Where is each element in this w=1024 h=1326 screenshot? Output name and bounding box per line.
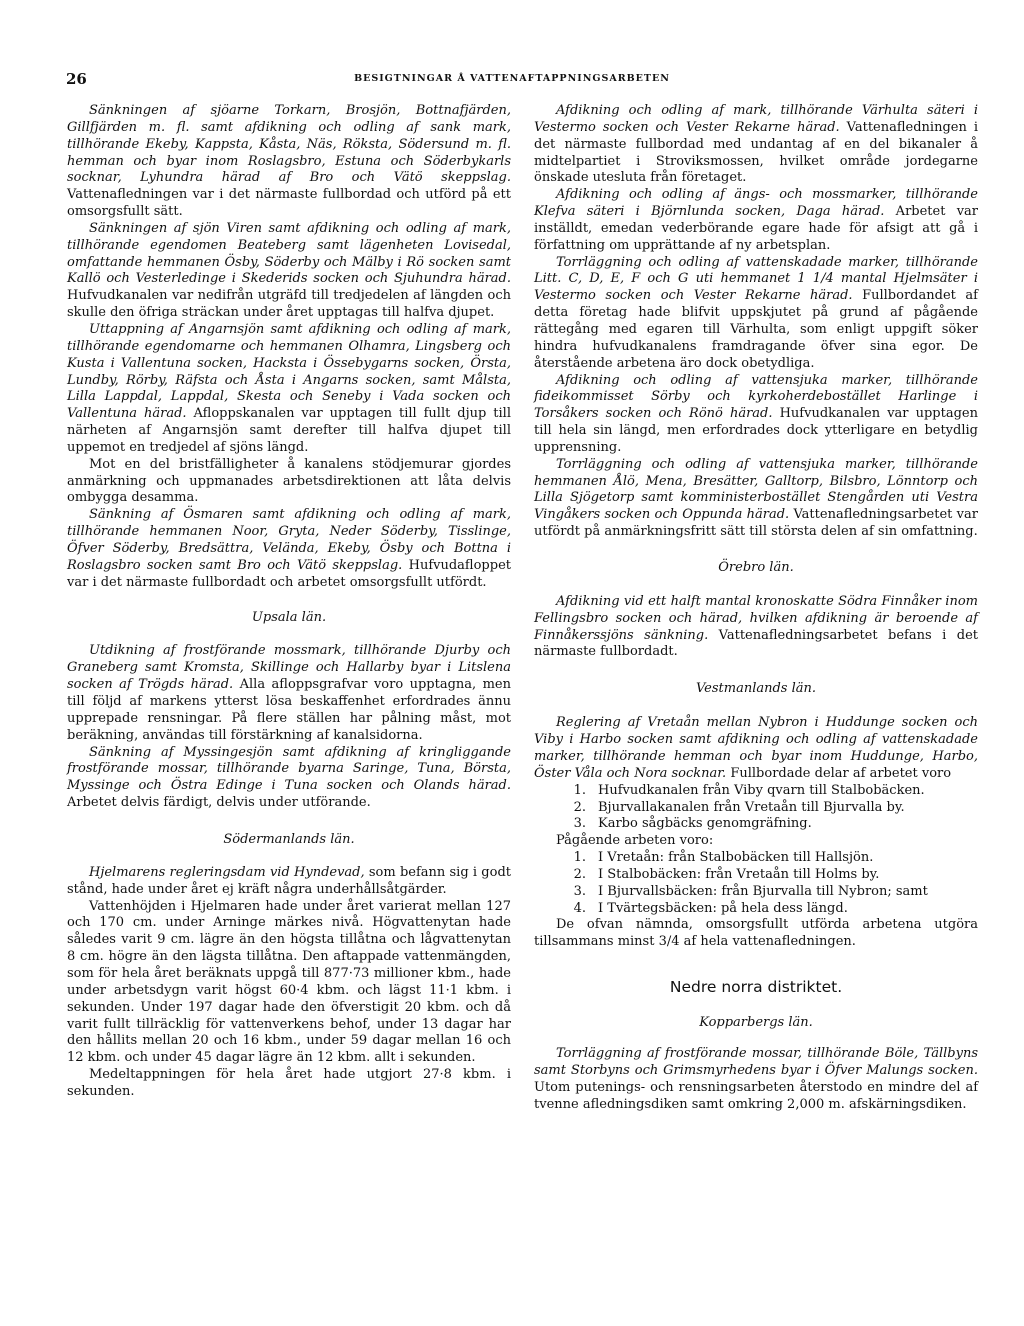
page-header bbox=[66, 70, 958, 90]
list-text: Bjurvallakanalen från Vretaån till Bjurvalla by. bbox=[598, 799, 905, 815]
paragraph bbox=[67, 643, 511, 744]
list-text: Hufvudkanalen från Viby qvarn till Stalbobäcken. bbox=[598, 782, 925, 798]
section-heading-orebro: Örebro län. bbox=[718, 559, 794, 575]
paragraph-text: Hufvudkanalen var nedifrån utgräfd till tredjedelen af längden och skulle den öfriga sträckan under året upptagas till halfva djupet. bbox=[67, 288, 511, 321]
paragraph-text: Vattenafledningen i det närmaste fullbordad med undantag af en del bikanaler å midtelpartiet i Stroviksmossen, hvilket område jordegarne önskade utesluta från företaget. bbox=[534, 119, 978, 186]
ongoing-works-list bbox=[534, 850, 978, 917]
paragraph: De ofvan nämnda, omsorgsfullt utförda arbetena utgöra tillsammans minst 3/4 af hela vattenafledningen. bbox=[534, 917, 978, 950]
paragraph bbox=[67, 507, 511, 591]
list-item bbox=[534, 850, 978, 867]
section-heading-upsala: Upsala län. bbox=[251, 610, 327, 626]
italic-lead: Sänkning af Myssingesjön samt afdikning af kringliggande frostförande mossar, tillhörande byarna Saringe, Tuna, Börsta, Myssinge och Östra Edinge i Tuna socken och Olands härad. bbox=[67, 744, 511, 794]
paragraph bbox=[534, 103, 978, 187]
running-title: BESIGTNINGAR Å VATTENAFTAPPNINGSARBETEN bbox=[354, 73, 670, 84]
paragraph bbox=[534, 1046, 978, 1113]
paragraph-text: Fullbordade delar af arbetet voro bbox=[726, 765, 952, 781]
list-text: I Vretaån: från Stalbobäcken till Hallsjön. bbox=[598, 850, 874, 866]
italic-lead: Sänkning af Ösmaren samt afdikning och odling af mark, tillhörande hemmanen Noor, Gryta, Neder Söderby, Tisslinge, Öfver Söderby, Bredsättra, Velända, Ekeby, Ösby och Bottna i Roslagsbro socken samt Bro och Vätö skeppslag. bbox=[67, 507, 511, 573]
list-number: 3. bbox=[573, 816, 586, 832]
paragraph-text: Vattenafledningsarbetet var utfördt på anmärkningsfritt sätt till största delen af sin omfattning. bbox=[534, 507, 978, 540]
paragraph bbox=[534, 373, 978, 457]
italic-lead: Sänkningen af sjön Viren samt afdikning och odling af mark, tillhörande egendomen Beateberg samt lägenheten Lovisedal, omfattande hemmanen Ösby, Söderby och Mälby i Rö socken samt Kallö och Vesterledinge i Skederids socken och Sjuhundra härad. bbox=[67, 220, 511, 287]
list-item bbox=[534, 884, 978, 901]
list-text: I Tvärtegsbäcken: på hela dess längd. bbox=[598, 900, 848, 916]
paragraph bbox=[534, 457, 978, 541]
italic-lead: Reglering af Vretaån mellan Nybron i Huddunge socken och Viby i Harbo socken samt afdikning och odling af vattenskadade marker, tillhörande hemman och byar inom Huddunge, Harbo, Öster Våla och Nora socknar. bbox=[534, 715, 978, 781]
list-number: 2. bbox=[573, 866, 586, 882]
paragraph bbox=[67, 221, 511, 322]
paragraph bbox=[67, 865, 511, 899]
paragraph: Pågående arbeten voro: bbox=[556, 833, 714, 849]
paragraph-text: Hufvudafloppet var i det närmaste fullbordadt och arbetet omsorgsfullt utfördt. bbox=[67, 557, 511, 590]
list-item bbox=[534, 783, 978, 800]
italic-lead: Utdikning af frostförande mossmark, tillhörande Djurby och Graneberg samt Kromsta, Skillinge och Hallarby byar i Litslena socken af Trögds härad. bbox=[67, 643, 511, 693]
list-item bbox=[534, 800, 978, 817]
italic-lead: Torrläggning och odling af vattensjuka marker, tillhörande hemmanen Ålö, Mena, Bresätter, Galltorp, Bilsbro, Lönntorp och Lilla Sjögetorp samt komministerbostället Stengården uti Vestra Vingåkers socken och Oppunda härad. bbox=[534, 456, 978, 523]
list-number: 1. bbox=[573, 782, 586, 798]
paragraph bbox=[67, 745, 511, 812]
list-number: 1. bbox=[573, 850, 586, 866]
paragraph-text: Arbetet var inställdt, emedan vederbörande egare hade för afsigt att gå i författning om upprättande af ny arbetsplan. bbox=[534, 204, 978, 253]
paragraph-text: Vattenafledningen var i det närmaste fullbordad och utförd på ett omsorgsfullt sätt. bbox=[67, 187, 511, 220]
right-column bbox=[534, 103, 978, 1114]
paragraph: Medeltappningen för hela året hade utgjort 27·8 kbm. i sekunden. bbox=[67, 1067, 511, 1099]
paragraph-text: Arbetet delvis färdigt, delvis under utförande. bbox=[67, 795, 371, 811]
section-heading-sodermanlands: Södermanlands län. bbox=[223, 831, 355, 847]
district-heading: Nedre norra distriktet. bbox=[669, 978, 843, 997]
list-item bbox=[534, 816, 978, 833]
italic-lead: Torrläggning af frostförande mossar, tillhörande Böle, Tällbyns samt Storbyns och Grimsmyrhedens byar i Öfver Malungs socken. bbox=[534, 1046, 978, 1078]
paragraph bbox=[534, 594, 978, 661]
paragraph-text: som befann sig i godt stånd, hade under året ej kräft några underhållsåtgärder. bbox=[67, 864, 511, 897]
italic-lead: Afdikning vid ett halft mantal kronoskatte Södra Finnåker inom Fellingsbro socken och härad, hvilken afdikning är beroende af Finnåkerssjöns sänkning. bbox=[534, 593, 978, 643]
italic-lead: Torrläggning och odling af vattenskadade marker, tillhörande Litt. C, D, E, F och G uti hemmanet 1 1/4 mantal Hjelmsäter i Vestermo socken och Vester Rekarne härad. bbox=[534, 254, 978, 304]
italic-lead: Afdikning och odling af ängs- och mossmarker, tillhörande Klefva säteri i Björnlunda socken, Daga härad. bbox=[534, 187, 978, 220]
paragraph-text: Afloppskanalen var upptagen till fullt djup till närheten af Angarnsjön samt derefter till halfva djupet till uppemot en tredjedel af sjöns längd. bbox=[67, 406, 511, 455]
list-item bbox=[534, 867, 978, 884]
paragraph bbox=[534, 187, 978, 254]
left-column bbox=[67, 103, 511, 1101]
list-number: 3. bbox=[573, 883, 586, 899]
list-text: I Stalbobäcken: från Vretaån till Holms by. bbox=[598, 866, 880, 882]
paragraph-text: Fullbordandet af detta företag hade blifvit uppskjutet på grund af pågående rättegång med egaren till Värhulta, som enligt uppgift söker hindra hufvudkanalens framdragande öfver sina egor. De återstående arbetena äro dock obetydliga. bbox=[534, 288, 978, 371]
list-text: Karbo sågbäcks genomgräfning. bbox=[598, 816, 812, 832]
paragraph: Mot en del bristfälligheter å kanalens stödjemurar gjordes anmärkning och uppmanades arbetsdirektionen att låta delvis ombygga desamma. bbox=[67, 456, 511, 506]
paragraph bbox=[67, 322, 511, 457]
completed-works-list bbox=[534, 783, 978, 834]
section-heading-kopparbergs: Kopparbergs län. bbox=[699, 1015, 813, 1031]
list-item bbox=[534, 901, 978, 918]
italic-lead: Hjelmarens regleringsdam vid Hyndevad, bbox=[89, 864, 365, 880]
italic-lead: Afdikning och odling af mark, tillhörande Värhulta säteri i Vestermo socken och Vester Rekarne härad. bbox=[534, 103, 978, 135]
paragraph: Vattenhöjden i Hjelmaren hade under året varierat mellan 127 och 170 cm. under Arninge märkes nivå. Högvattenytan hade således varit 9 cm. lägre än den högsta tillåtna och lågvattenytan 8 cm. högre än den lägsta tillåtna. Den aftappade vattenmängden, som för hela året beräknats uppgå till 877·73 millioner kbm., hade under arbetsdygn varit högst 60·4 kbm. och lägst 11·1 kbm. i sekunden. Under 197 dagar hade den öfverstigit 20 kbm. och då varit fullt tillräcklig för vattenverkens behof, under 13 dagar har den hållits mellan 20 och 16 kbm., under 59 dagar mellan 16 och 12 kbm. och under 45 dagar lägre än 12 kbm. allt i sekunden. bbox=[67, 898, 511, 1066]
paragraph-text: Hufvudkanalen var upptagen till hela sin längd, men erfordrades dock ytterligare en betydlig upprensning. bbox=[534, 406, 978, 455]
paragraph bbox=[534, 715, 978, 782]
italic-lead: Sänkningen af sjöarne Torkarn, Brosjön, Bottnafjärden, Gillfjärden m. fl. samt afdikning och odling af sank mark, tillhörande Ekeby, Kappsta, Kåsta, Näs, Röksta, Södersund m. fl. hemman och byar inom Roslagsbro, Estuna och Söderbykarls socknar, Lyhundra härad af Bro och Vätö skeppslag. bbox=[67, 103, 511, 186]
paragraph bbox=[534, 255, 978, 373]
italic-lead: Uttappning af Angarnsjön samt afdikning och odling af mark, tillhörande egendomarne och hemmanen Olhamra, Lingsberg och Kusta i Vallentuna socken, Hacksta i Össebygarns socken, Örsta, Lundby, Rörby, Räfsta och Åsta i Angarns socken, samt Målsta, Lilla Lappdal, Lappdal, Skesta och Seneby i Vada socken och Vallentuna härad. bbox=[67, 321, 511, 422]
paragraph bbox=[67, 103, 511, 221]
list-text: I Bjurvallsbäcken: från Bjurvalla till Nybron; samt bbox=[598, 883, 928, 899]
list-number: 4. bbox=[573, 900, 586, 916]
section-heading-vestmanlands: Vestmanlands län. bbox=[695, 681, 817, 697]
paragraph-text: Utom putenings- och rensningsarbeten återstodo en mindre del af tvenne afledningsdiken samt omkring 2,000 m. afskärningsdiken. bbox=[534, 1079, 978, 1112]
list-number: 2. bbox=[573, 799, 586, 815]
page-number: 26 bbox=[66, 70, 87, 88]
paragraph-text: Vattenafledningsarbetet befans i det närmaste fullbordadt. bbox=[534, 627, 978, 660]
paragraph-text: Alla afloppsgrafvar voro upptagna, men till följd af markens ytterst lösa beskaffenhet erfordrades ännu upprepade rensningar. På flere ställen har pålning måst, mot beräkning, användas till förstärkning af kanalsidorna. bbox=[67, 677, 511, 743]
italic-lead: Afdikning och odling af vattensjuka marker, tillhörande fideikommisset Sörby och kyrkoherdebostället Harlinge i Torsåkers socken och Rönö härad. bbox=[534, 372, 978, 422]
